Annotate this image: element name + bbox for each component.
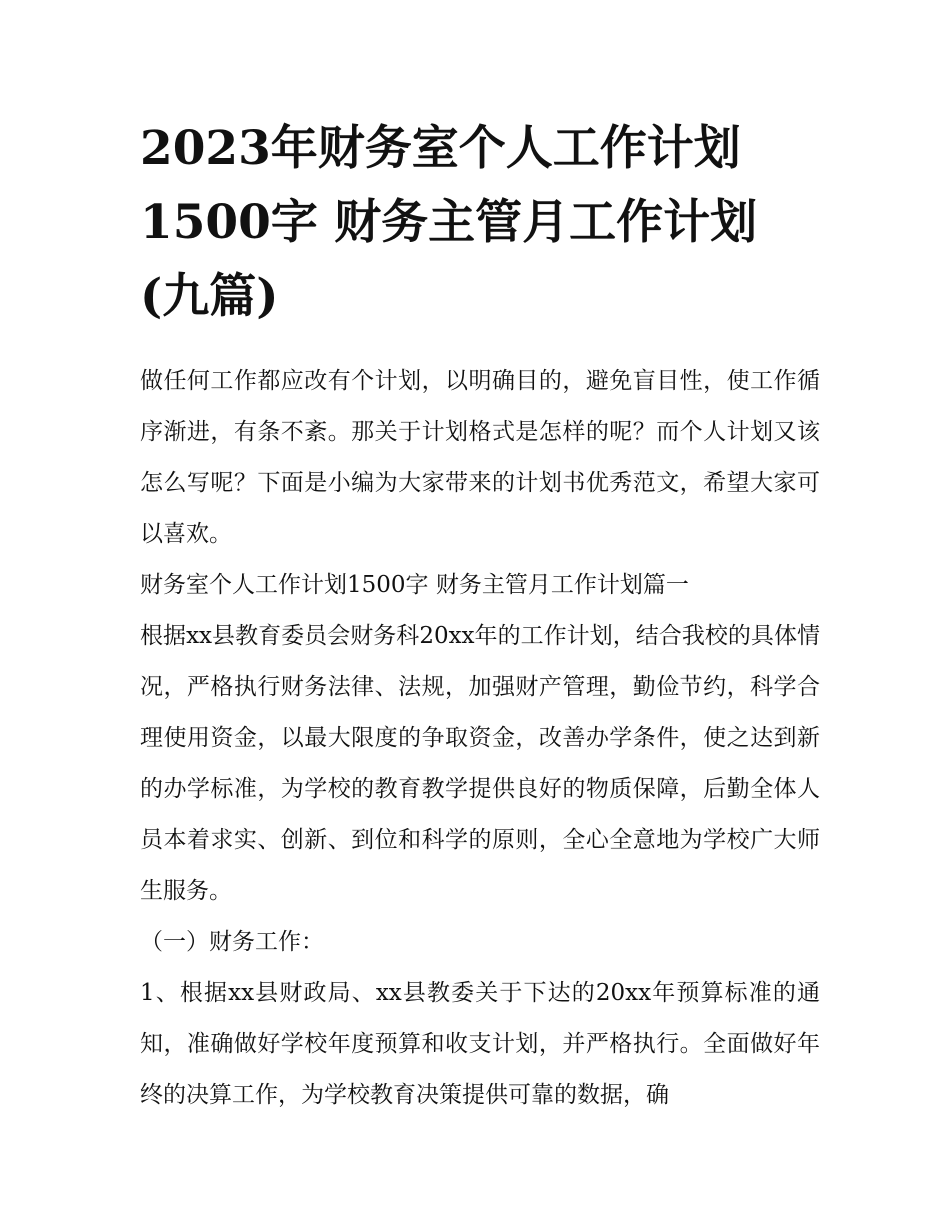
subheading: （一）财务工作： <box>140 929 324 955</box>
paragraph-1: 根据xx县教育委员会财务科20xx年的工作计划，结合我校的具体情况，严格执行财务法律、法规，加强财产管理，勤俭节约，科学合理使用资金，以最大限度的争取资金，改善办学条件，使之达到新的办学标准，为学校的教育教学提供良好的物质保障，后勤全体人员本着求实、创新、到位和科学的原则，全心全意地为学校广大师生服务。 <box>140 623 820 904</box>
section-title: 财务室个人工作计划1500字 财务主管月工作计划篇一 <box>140 572 689 598</box>
item-1-paragraph: 1、根据xx县财政局、xx县教委关于下达的20xx年预算标准的通知，准确做好学校年度预算和收支计划，并严格执行。全面做好年终的决算工作，为学校教育决策提供可靠的数据，确 <box>140 980 820 1108</box>
intro-paragraph: 做任何工作都应改有个计划，以明确目的，避免盲目性，使工作循序渐进，有条不紊。那关于计划格式是怎样的呢？而个人计划又该怎么写呢？下面是小编为大家带来的计划书优秀范文，希望大家可以喜欢。 <box>140 368 820 547</box>
document-body <box>140 356 820 1121</box>
title-line-1: 2023年财务室个人工作计划 <box>140 121 741 176</box>
document-title <box>140 112 830 334</box>
title-line-3: (九篇) <box>140 269 279 324</box>
title-line-2: 1500字 财务主管月工作计划 <box>140 195 758 250</box>
